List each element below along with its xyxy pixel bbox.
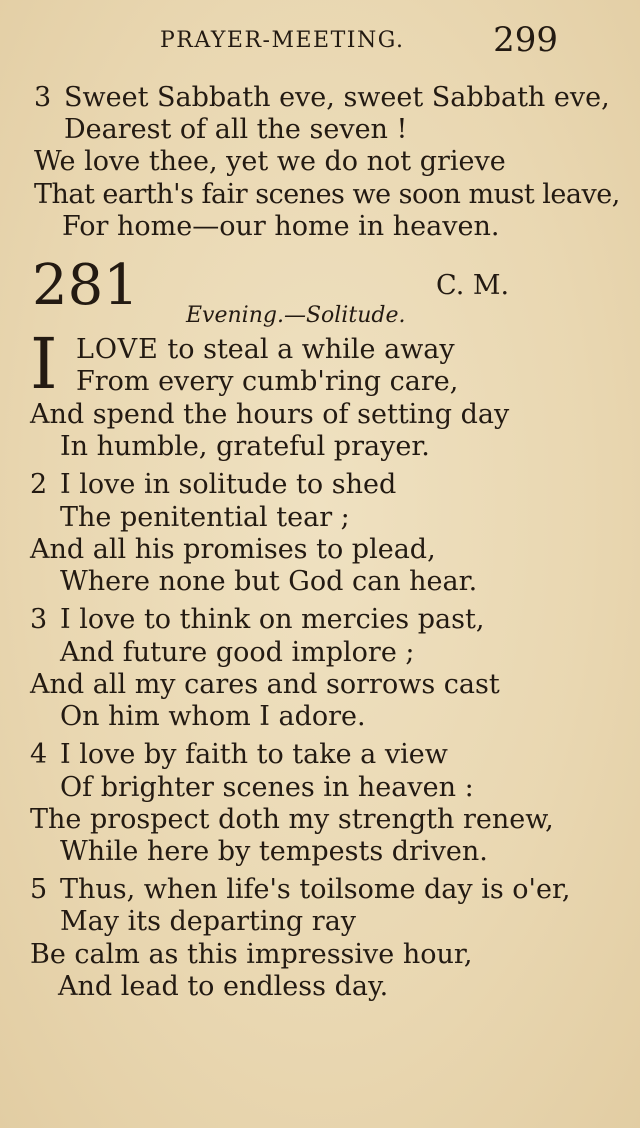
page-number: 299	[493, 20, 558, 60]
verse-number: 2	[30, 469, 48, 500]
hymn-subtitle: Evening.—Solitude.	[186, 303, 406, 328]
verse-line	[30, 604, 484, 636]
hymn-meter: C. M.	[436, 270, 510, 301]
verse-text: I love by faith to take a view	[60, 739, 448, 770]
page-header	[0, 22, 640, 62]
verse-line: From every cumb'ring care,	[76, 366, 459, 397]
verse-number: 5	[30, 874, 48, 905]
verse-line	[30, 469, 396, 501]
verse-line: The penitential tear ;	[60, 502, 350, 533]
verse-line: And lead to endless day.	[58, 971, 389, 1002]
verse-number: 4	[30, 739, 48, 770]
verse-text: to steal a while away	[158, 334, 455, 365]
hymn-number: 281	[32, 253, 139, 318]
verse-text: Sweet Sabbath eve, sweet Sabbath eve,	[64, 82, 610, 113]
verse-number: 3	[34, 82, 52, 113]
drop-cap: I	[30, 323, 58, 405]
verse-line	[30, 739, 448, 771]
verse-line	[30, 874, 570, 906]
verse-line: Where none but God can hear.	[60, 566, 478, 597]
verse-line: For home—our home in heaven.	[62, 211, 500, 242]
verse-line: Be calm as this impressive hour,	[30, 939, 473, 970]
verse-text: I love in solitude to shed	[60, 469, 397, 500]
verse-line: And future good implore ;	[60, 637, 415, 668]
verse-line: Dearest of all the seven !	[64, 114, 408, 145]
verse-line: That earth's fair scenes we soon must leave,	[34, 179, 620, 210]
small-caps-word: LOVE	[76, 334, 159, 365]
verse-line: And all my cares and sorrows cast	[30, 669, 500, 700]
verse-number: 3	[30, 604, 48, 635]
verse-line: Of brighter scenes in heaven :	[60, 772, 474, 803]
verse-line: The prospect doth my strength renew,	[30, 804, 554, 835]
verse-line: We love thee, yet we do not grieve	[34, 146, 506, 177]
verse-line: While here by tempests driven.	[60, 836, 488, 867]
verse-line: In humble, grateful prayer.	[60, 431, 430, 462]
verse-line: And all his promises to plead,	[30, 534, 436, 565]
verse-line: On him whom I adore.	[60, 701, 366, 732]
verse-text: I love to think on mercies past,	[60, 604, 485, 635]
verse-text: Thus, when life's toilsome day is o'er,	[60, 874, 571, 905]
verse-line	[76, 334, 455, 366]
verse-line: May its departing ray	[60, 906, 357, 937]
verse-line	[34, 82, 610, 114]
verse-line: And spend the hours of setting day	[30, 399, 510, 430]
running-head: PRAYER-MEETING.	[160, 28, 405, 53]
